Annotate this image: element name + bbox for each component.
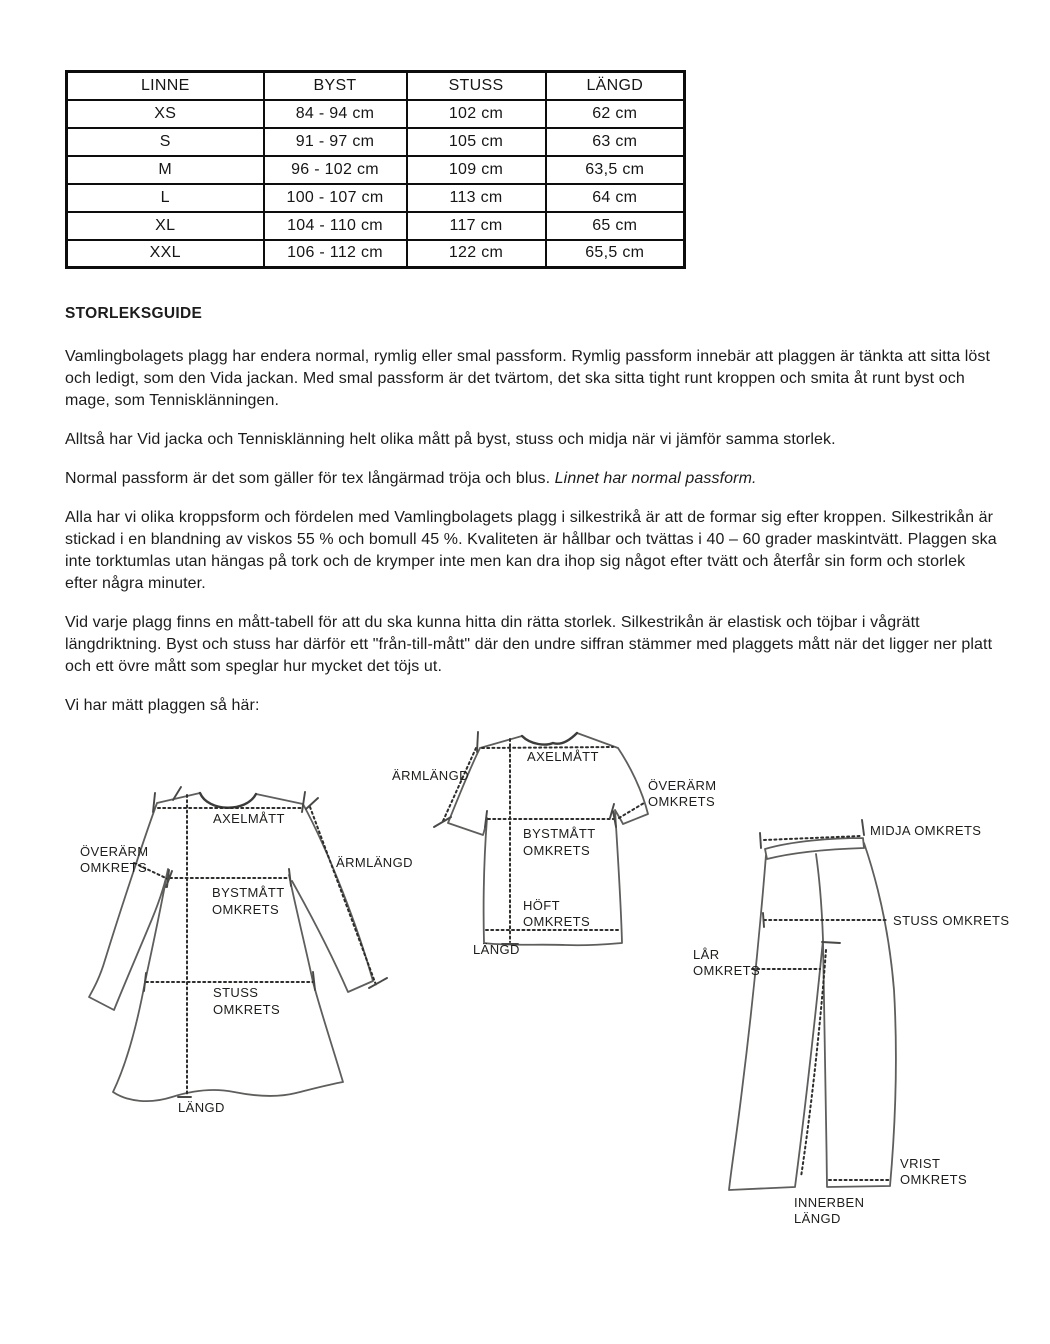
col-header-linne: LINNE: [67, 72, 264, 100]
pants-vrist-label-line1: VRIST: [900, 1156, 941, 1171]
tshirt-overarm-line: [619, 803, 644, 818]
table-row-l: [67, 184, 685, 212]
size-cell: XS: [67, 100, 264, 128]
tshirt-armlangd-label: ÄRMLÄNGD: [392, 768, 469, 783]
size-cell: M: [67, 156, 264, 184]
dress-langd-label: LÄNGD: [178, 1100, 225, 1115]
body-text: [65, 303, 999, 734]
paragraph-measure-table: Vid varje plagg finns en mått-tabell för att du ska kunna hitta din rätta storlek. Silkestrikån är elastisk och töjbar i vågrätt längdriktning. Byst och stuss har därför ett "från-till-mått" där den undre siffran stämmer med plaggets mått när det ligger ner platt och ett övre mått som speglar hur mycket det töjs ut.: [65, 614, 993, 675]
dress-armlangd-label: ÄRMLÄNGD: [336, 855, 413, 870]
byst-cell: 84 - 94 cm: [264, 100, 407, 128]
size-cell: S: [67, 128, 264, 156]
section-heading: STORLEKSGUIDE: [65, 305, 203, 322]
stuss-cell: 109 cm: [407, 156, 546, 184]
dress-bystmatt-label-line2: OMKRETS: [212, 902, 280, 917]
pants-innerben-label-line1: INNERBEN: [794, 1195, 865, 1210]
size-table-header-row: [67, 72, 685, 100]
paragraph-normal-fit-regular: Normal passform är det som gäller för tex långärmad tröja och blus.: [65, 470, 555, 487]
size-cell: L: [67, 184, 264, 212]
pants-lar-label-line2: OMKRETS: [693, 963, 761, 978]
paragraph-normal-fit: [65, 468, 999, 490]
langd-cell: 63,5 cm: [546, 156, 685, 184]
tshirt-armlangd-line: [443, 748, 476, 821]
dress-stuss-label-line2: OMKRETS: [213, 1002, 281, 1017]
pants-diagram: [680, 810, 1050, 1230]
table-row-m: [67, 156, 685, 184]
dress-stuss-label-line1: STUSS: [213, 985, 259, 1000]
dress-measure-ticks: [144, 787, 387, 1097]
stuss-cell: 117 cm: [407, 212, 546, 240]
col-header-byst: BYST: [264, 72, 407, 100]
dress-diagram: [60, 735, 430, 1135]
table-row-xl: [67, 212, 685, 240]
dress-overarm-label-line2: OMKRETS: [80, 860, 148, 875]
pants-innerben-label-line2: LÄNGD: [794, 1211, 841, 1226]
tshirt-hoft-label-line2: OMKRETS: [523, 914, 591, 929]
dress-overarm-label-line1: ÖVERÄRM: [80, 844, 149, 859]
langd-cell: 65,5 cm: [546, 240, 685, 268]
paragraph-material: Alla har vi olika kroppsform och fördelen med Vamlingbolagets plagg i silkestrikå är att de formar sig efter kroppen. Silkestrikån är stickad i en blandning av viskos 55 % och bomull 45 %. Kvaliteten är hållbar och tvättas i 40 – 60 grader maskintvätt. Plaggen ska inte torktumlas utan hängas på tork och de krymper inte men kan dra ihop sig något efter tvätt och återfår sin form och storlek efter några minuter.: [65, 509, 997, 592]
pants-stuss-label: STUSS OMKRETS: [893, 913, 1010, 928]
tshirt-axelmatt-line: [482, 747, 613, 748]
tshirt-axelmatt-label: AXELMÅTT: [527, 749, 599, 764]
stuss-cell: 113 cm: [407, 184, 546, 212]
byst-cell: 106 - 112 cm: [264, 240, 407, 268]
tshirt-langd-label: LÄNGD: [473, 942, 520, 957]
paragraph-comparison: Alltså har Vid jacka och Tennisklänning helt olika mått på byst, stuss och midja när vi jämför samma storlek.: [65, 431, 836, 448]
pants-innerben-line: [801, 950, 826, 1177]
size-cell: XL: [67, 212, 264, 240]
dress-bystmatt-label-line1: BYSTMÅTT: [212, 885, 285, 900]
tshirt-neckline: [522, 733, 577, 745]
pants-midja-label: MIDJA OMKRETS: [870, 823, 982, 838]
langd-cell: 62 cm: [546, 100, 685, 128]
byst-cell: 104 - 110 cm: [264, 212, 407, 240]
stuss-cell: 102 cm: [407, 100, 546, 128]
pants-lar-label-line1: LÅR: [693, 947, 720, 962]
tshirt-diagram: [390, 718, 720, 988]
table-row-s: [67, 128, 685, 156]
tshirt-bystmatt-label-line2: OMKRETS: [523, 843, 591, 858]
dress-outline: [89, 793, 373, 1101]
paragraph-how-measured: Vi har mätt plaggen så här:: [65, 697, 260, 714]
langd-cell: 64 cm: [546, 184, 685, 212]
byst-cell: 91 - 97 cm: [264, 128, 407, 156]
byst-cell: 100 - 107 cm: [264, 184, 407, 212]
dress-axelmatt-label: AXELMÅTT: [213, 811, 285, 826]
tshirt-hoft-label-line1: HÖFT: [523, 898, 560, 913]
langd-cell: 63 cm: [546, 128, 685, 156]
tshirt-overarm-label-line2: OMKRETS: [648, 794, 716, 809]
size-table: [65, 70, 686, 269]
col-header-stuss: STUSS: [407, 72, 546, 100]
col-header-langd: LÄNGD: [546, 72, 685, 100]
tshirt-bystmatt-label-line1: BYSTMÅTT: [523, 826, 596, 841]
byst-cell: 96 - 102 cm: [264, 156, 407, 184]
pants-outline: [729, 838, 896, 1190]
paragraph-normal-fit-italic: Linnet har normal passform.: [554, 470, 757, 487]
stuss-cell: 105 cm: [407, 128, 546, 156]
langd-cell: 65 cm: [546, 212, 685, 240]
table-row-xs: [67, 100, 685, 128]
table-row-xxl: [67, 240, 685, 268]
size-cell: XXL: [67, 240, 264, 268]
dress-neckline: [200, 793, 256, 808]
paragraph-fit-types: Vamlingbolagets plagg har endera normal, rymlig eller smal passform. Rymlig passform innebär att plaggen är tänkta att sitta löst och ledigt, som den Vida jackan. Med smal passform är det tvärtom, det ska sitta tight runt kroppen och smita åt runt byst och mage, som Tennisklänningen.: [65, 348, 991, 409]
pants-vrist-label-line2: OMKRETS: [900, 1172, 968, 1187]
tshirt-overarm-label-line1: ÖVERÄRM: [648, 778, 717, 793]
stuss-cell: 122 cm: [407, 240, 546, 268]
dress-armlangd-line: [310, 807, 376, 985]
